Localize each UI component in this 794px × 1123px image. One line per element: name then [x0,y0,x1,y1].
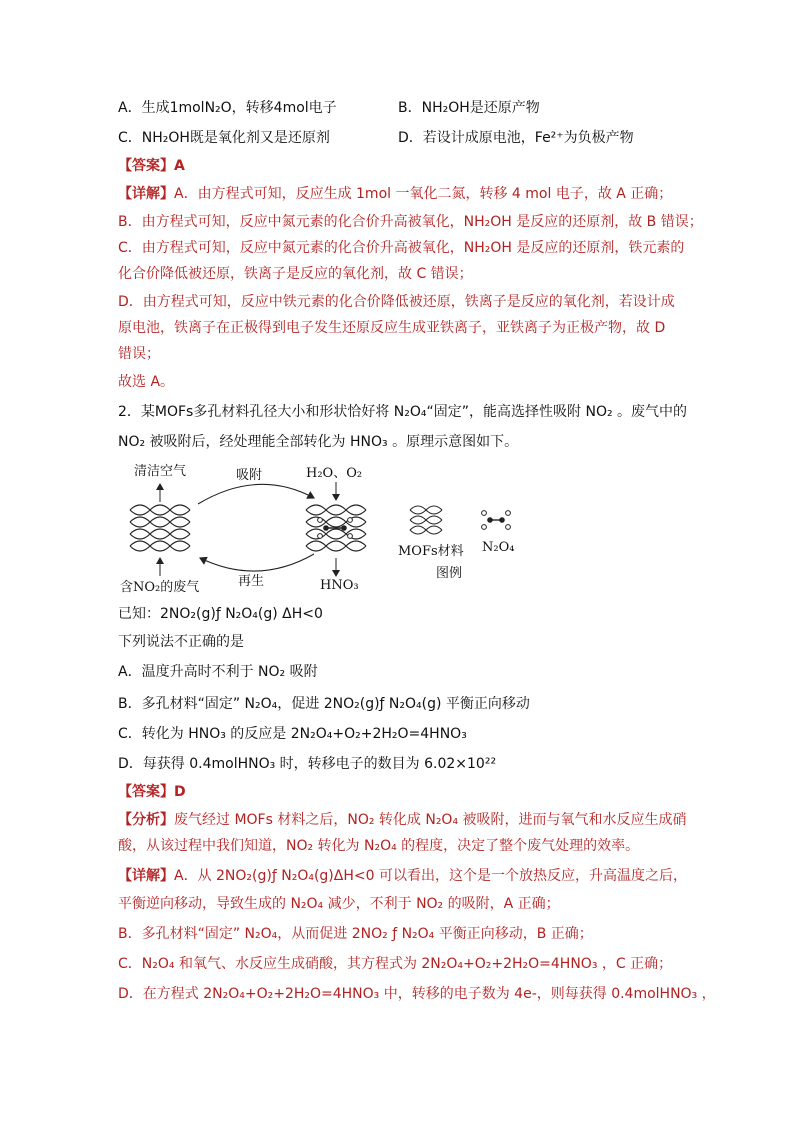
q2-stem-line-1: 2．某MOFs多孔材料孔径大小和形状恰好将 N₂O₄“固定”，能高选择性吸附 NO₂ 。废气中的 [118,404,688,420]
q2-analysis-line-1 [118,810,687,830]
analysis-tag: 【分析】 [118,812,174,828]
q1-detail-line-1 [118,184,672,204]
h2o-o2-label: H₂O、O₂ [306,466,363,481]
q1-option-a: A．生成1molN₂O，转移4mol电子 [118,100,337,116]
q2-option-b: B．多孔材料“固定” N₂O₄，促进 2NO₂(g)ƒ N₂O₄(g) 平衡正向移动 [118,696,530,712]
q1-detail-line-4: 化合价降低被还原，铁离子是反应的氧化剂，故 C 错误； [118,266,473,282]
regen-arrow-icon [200,554,314,571]
waste-gas-label: 含NO₂的废气 [120,580,200,595]
q2-detail-line-2: 平衡逆向移动，导致生成的 N₂O₄ 减少，不利于 NO₂ 的吸附，A 正确； [118,896,560,912]
legend-n2o4-icon [482,511,511,530]
q1-detail-line-3: C．由方程式可知，反应中氮元素的化合价升高被氧化，NH₂OH 是反应的还原剂，铁元素的 [118,240,685,256]
detail-tag: 【详解】 [118,186,174,202]
q1-detail-line-2: B．由方程式可知，反应中氮元素的化合价升高被氧化，NH₂OH 是反应的还原剂，故 B 错误； [118,214,703,230]
legend-title: 图例 [436,566,463,581]
q2-option-a: A．温度升高时不利于 NO₂ 吸附 [118,664,318,680]
detail-tag: 【详解】 [118,868,174,884]
answer-value: A [174,158,185,174]
q2-option-c: C．转化为 HNO₃ 的反应是 2N₂O₄+O₂+2H₂O=4HNO₃ [118,726,467,742]
q2-answer-line [118,782,186,802]
q2-detail-line-3: B．多孔材料“固定” N₂O₄，从而促进 2NO₂ ƒ N₂O₄ 平衡正向移动，B 正确； [118,926,593,942]
legend-mof-icon [410,506,442,534]
q1-detail-line-7: 错误； [118,346,160,362]
hno3-label: HNO₃ [320,578,359,593]
q1-detail-line-8: 故选 A。 [118,374,175,390]
q1-option-d: D．若设计成原电池，Fe²⁺为负极产物 [398,130,634,146]
q2-ask: 下列说法不正确的是 [118,634,244,650]
legend-n2o4-label: N₂O₄ [482,540,515,555]
q2-analysis-line-2: 酸，从该过程中我们知道，NO₂ 转化为 N₂O₄ 的程度，决定了整个废气处理的效率。 [118,838,640,854]
q1-detail-line-5: D．由方程式可知，反应中铁元素的化合价降低被还原，铁离子是反应的氧化剂，若设计成 [118,294,675,310]
q1-detail-line-6: 原电池，铁离子在正极得到电子发生还原反应生成亚铁离子，亚铁离子为正极产物，故 D [118,320,666,336]
q2-known: 已知：2NO₂(g)ƒ N₂O₄(g) ΔH<0 [118,606,323,622]
analysis-text: 废气经过 MOFs 材料之后，NO₂ 转化成 N₂O₄ 被吸附，进而与氧气和水反应生成硝 [174,812,687,828]
adsorb-label: 吸附 [236,468,263,483]
q2-detail-line-4: C．N₂O₄ 和氧气、水反应生成硝酸，其方程式为 2N₂O₄+O₂+2H₂O=4HNO₃ ，C 正确； [118,956,673,972]
q2-detail-line-1 [118,866,687,886]
mof-principle-diagram [118,458,578,598]
q2-detail-line-5: D．在方程式 2N₂O₄+O₂+2H₂O=4HNO₃ 中，转移的电子数为 4e-，则每获得 0.4molHNO₃ ， [118,986,716,1002]
q1-option-c: C．NH₂OH既是氧化剂又是还原剂 [118,130,330,146]
clean-air-label: 清洁空气 [134,464,187,479]
q2-option-d: D．每获得 0.4molHNO₃ 时，转移电子的数目为 6.02×10²² [118,756,497,772]
adsorb-arrow-icon [198,484,314,504]
detail-text: A．从 2NO₂(g)ƒ N₂O₄(g)ΔH<0 可以看出，这个是一个放热反应，升高温度之后， [174,868,687,884]
answer-tag: 【答案】 [118,158,174,174]
regen-label: 再生 [238,574,265,589]
answer-value: D [174,784,186,800]
q1-option-b: B．NH₂OH是还原产物 [398,100,540,116]
q1-answer-line [118,156,185,176]
legend-mof-label: MOFs材料 [398,544,464,559]
q2-stem-line-2: NO₂ 被吸附后，经处理能全部转化为 HNO₃ 。原理示意图如下。 [118,434,519,450]
answer-tag: 【答案】 [118,784,174,800]
mof-left-mesh-icon [130,505,190,551]
detail-text: A．由方程式可知，反应生成 1mol 一氧化二氮，转移 4 mol 电子，故 A 正确； [174,186,673,202]
